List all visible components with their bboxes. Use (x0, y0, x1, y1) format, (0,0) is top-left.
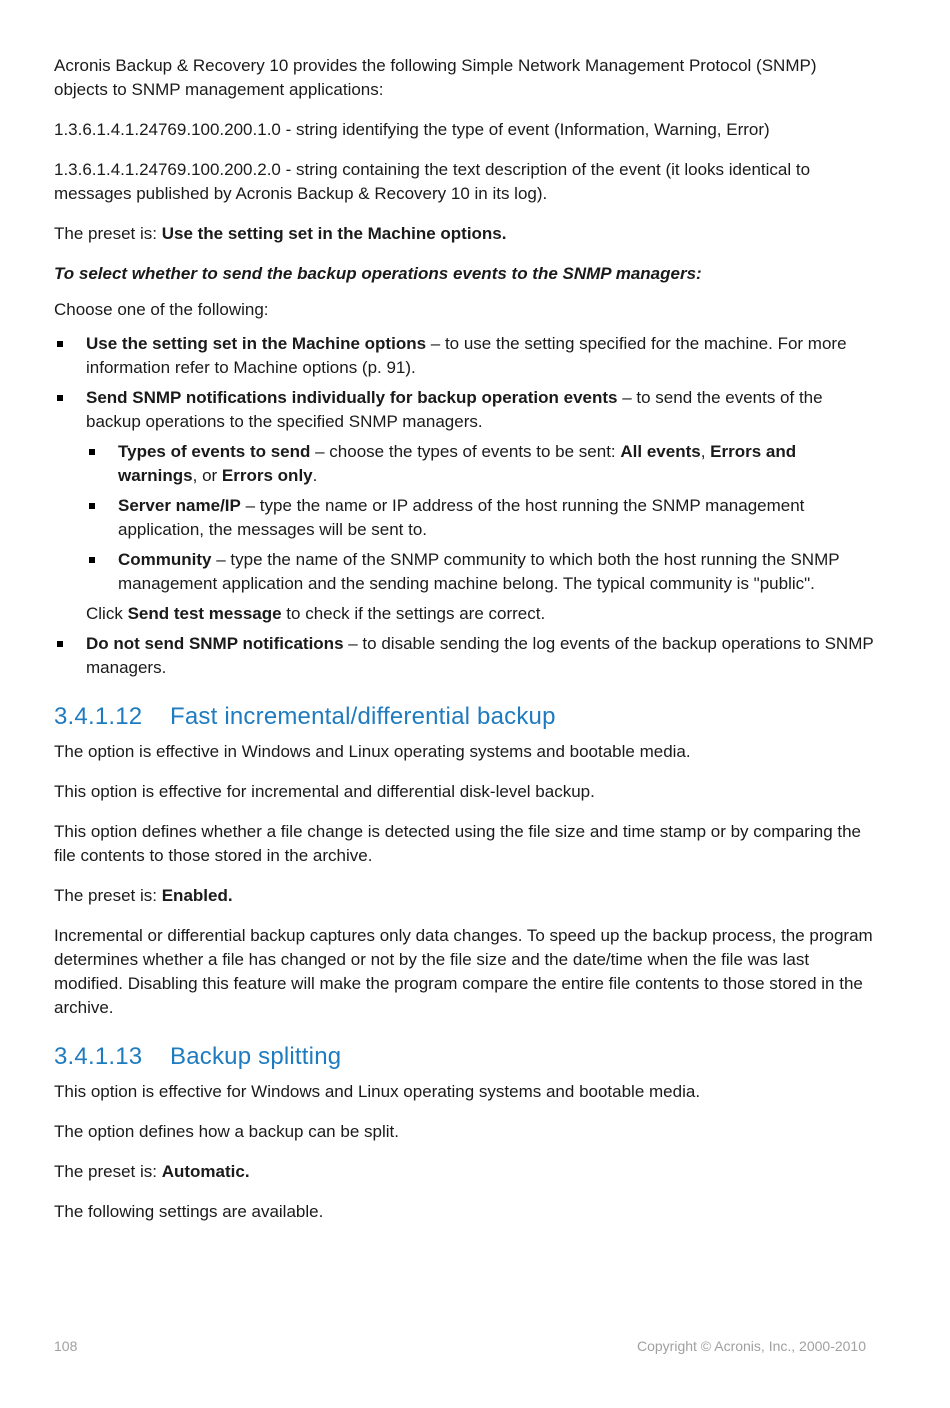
option-text: – to send the events of the backup operations to the specified SNMP managers. (86, 388, 823, 431)
preset-value: Automatic. (161, 1162, 250, 1181)
copyright-notice: Copyright © Acronis, Inc., 2000-2010 (637, 1338, 866, 1354)
page-number: 108 (54, 1338, 78, 1354)
section-heading-fast-incremental (54, 702, 874, 732)
procedure-title: To select whether to send the backup operations events to the SNMP managers: (54, 264, 702, 283)
snmp-options-list (54, 332, 874, 680)
option-text: – to use the setting specified for the machine. For more information refer to Machine options (p. 91). (86, 334, 847, 377)
click-prefix: Click (86, 604, 128, 623)
preset-label: The preset is: (54, 1162, 162, 1181)
oid-event-type: 1.3.6.1.4.1.24769.100.200.1.0 - string identifying the type of event (Information, Warning, Error) (54, 120, 770, 139)
option-label: Do not send SNMP notifications (86, 634, 344, 653)
list-item-send-individually (54, 386, 874, 626)
list-item-event-types (86, 440, 874, 488)
option-text: – to disable sending the log events of the backup operations to SNMP managers. (86, 634, 874, 677)
section2-paragraph-2: The option defines how a backup can be split. (54, 1122, 399, 1141)
separator: , or (192, 466, 222, 485)
setting-label: Server name/IP (118, 496, 241, 515)
send-test-message-label: Send test message (127, 604, 282, 623)
section2-paragraph-3: The following settings are available. (54, 1202, 324, 1221)
section1-paragraph-2: This option is effective for incremental and differential disk-level backup. (54, 782, 595, 801)
section-title: Backup splitting (170, 1043, 342, 1070)
value-errors-only: Errors only (221, 466, 313, 485)
value-all-events: All events (620, 442, 701, 461)
intro-paragraph: Acronis Backup & Recovery 10 provides the following Simple Network Management Protocol (SNMP) objects to SNMP management applications: (54, 56, 817, 99)
section2-preset (54, 1160, 874, 1184)
preset-label: The preset is: (54, 886, 162, 905)
oid-event-description: 1.3.6.1.4.1.24769.100.200.2.0 - string containing the text description of the event (it looks identical to messages published by Acronis Backup & Recovery 10 in its log). (54, 160, 811, 203)
setting-text: – choose the types of events to be sent: (310, 442, 621, 461)
section2-paragraph-1: This option is effective for Windows and Linux operating systems and bootable media. (54, 1082, 701, 1101)
snmp-preset (54, 222, 874, 246)
setting-label: Community (118, 550, 212, 569)
page-footer (54, 1338, 866, 1354)
section-heading-backup-splitting (54, 1042, 874, 1072)
period: . (312, 466, 318, 485)
section1-paragraph-4: Incremental or differential backup captures only data changes. To speed up the backup process, the program determines whether a file has changed or not by the file size and the date/time when the file was last modified. Disabling this feature will make the program compare the entire file contents to those stored in the archive. (54, 926, 873, 1017)
section1-paragraph-1: The option is effective in Windows and Linux operating systems and bootable media. (54, 742, 691, 761)
option-label: Use the setting set in the Machine options (86, 334, 427, 353)
section-title: Fast incremental/differential backup (170, 703, 556, 730)
list-item-server-name (86, 494, 874, 542)
list-item-community (86, 548, 874, 596)
click-text: to check if the settings are correct. (281, 604, 546, 623)
separator: , (700, 442, 711, 461)
preset-value: Enabled. (161, 886, 233, 905)
snmp-settings-list (86, 440, 874, 596)
procedure-choose: Choose one of the following: (54, 300, 269, 319)
section-number: 3.4.1.13 (54, 1043, 143, 1070)
list-item-do-not-send (54, 632, 874, 680)
preset-value: Use the setting set in the Machine options. (161, 224, 507, 243)
value-errors-warnings: Errors and warnings (118, 442, 797, 485)
option-label: Send SNMP notifications individually for backup operation events (86, 388, 618, 407)
document-page (54, 54, 874, 1240)
preset-label: The preset is: (54, 224, 162, 243)
list-item-use-machine-options (54, 332, 874, 380)
setting-text: – type the name of the SNMP community to which both the host running the SNMP management application and the sending machine belong. The typical community is "public". (118, 550, 840, 593)
setting-text: – type the name or IP address of the host running the SNMP management application, the messages will be sent to. (118, 496, 805, 539)
setting-label: Types of events to send (118, 442, 311, 461)
test-message-instruction (86, 602, 874, 626)
section1-preset (54, 884, 874, 908)
section1-paragraph-3: This option defines whether a file change is detected using the file size and time stamp or by comparing the file contents to those stored in the archive. (54, 822, 862, 865)
section-number: 3.4.1.12 (54, 703, 143, 730)
